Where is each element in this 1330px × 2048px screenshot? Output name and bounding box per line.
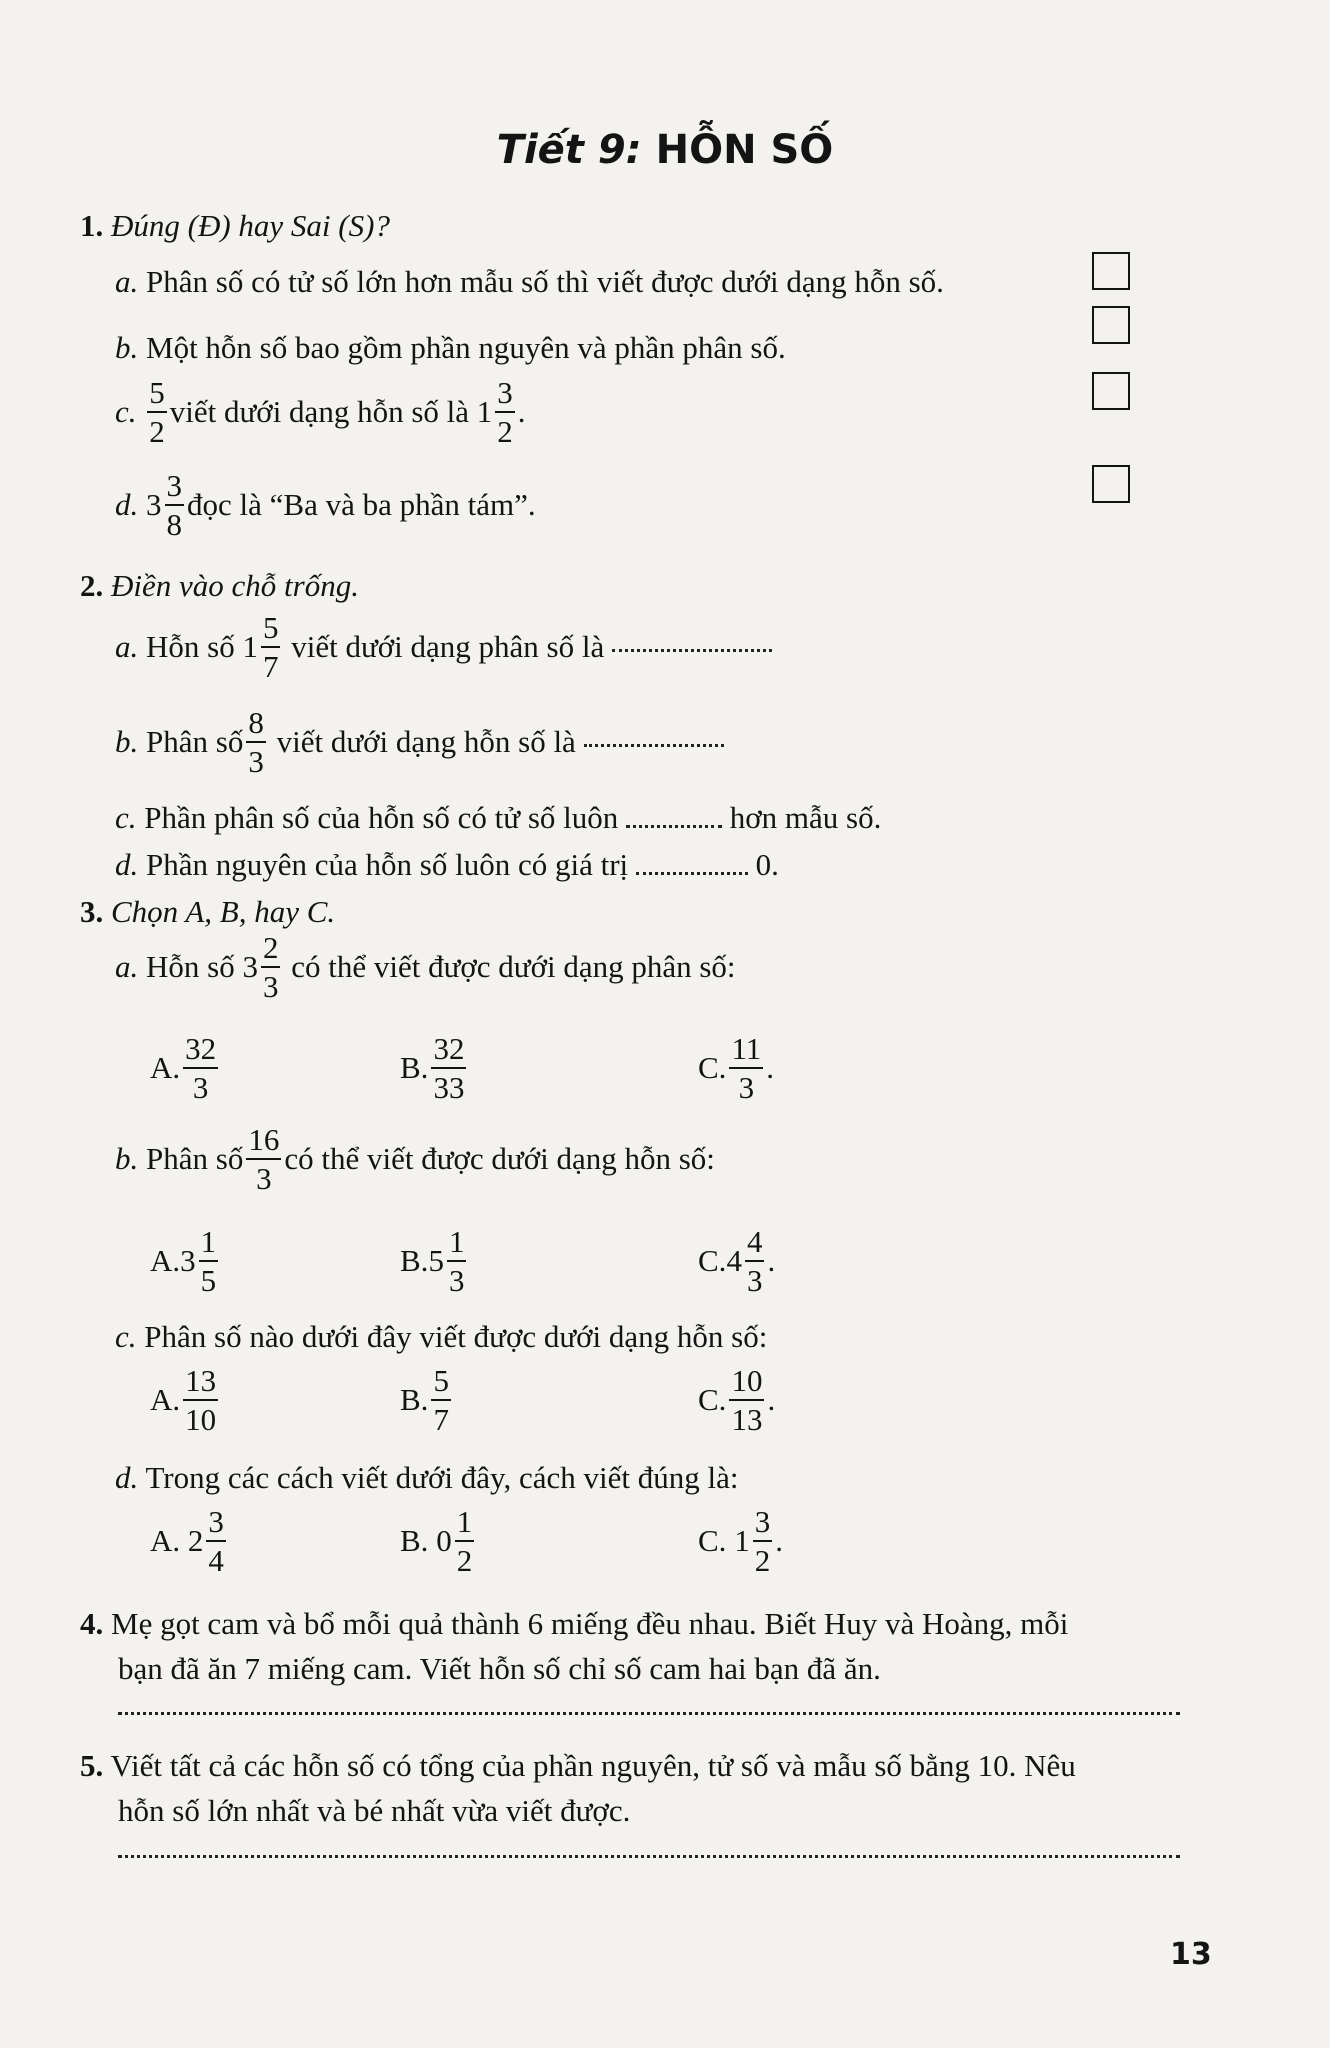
fraction: $\frac{1}{5}$ [200, 1224, 217, 1298]
q1-d-answer-box[interactable] [1092, 465, 1130, 503]
fraction: $\frac{5}{7}$ [433, 1363, 449, 1437]
q4-text-line1: 4. Mẹ gọt cam và bổ mỗi quả thành 6 miếng đều nhau. Biết Huy và Hoàng, mỗi [80, 1606, 1069, 1641]
q3-a-option-a[interactable]: A. $\frac{32}{3}$ [150, 1031, 217, 1105]
q2-b-answer-blank[interactable] [584, 738, 724, 747]
q4-text-line2: bạn đã ăn 7 miếng cam. Viết hỗn số chỉ số cam hai bạn đã ăn. [118, 1651, 881, 1686]
q3-d-option-b[interactable]: B. 0 $\frac{1}{2}$ [400, 1504, 473, 1578]
q5-answer-line[interactable] [118, 1855, 1180, 1858]
fraction: $\frac{3}{8}$ [166, 468, 182, 542]
q1-b-statement: b. Một hỗn số bao gồm phần nguyên và phần phân số. [115, 330, 786, 365]
q3-b-option-b[interactable]: B. 5 $\frac{1}{3}$ [400, 1224, 465, 1298]
q1-a-answer-box[interactable] [1092, 252, 1130, 290]
q2-c-answer-blank[interactable] [626, 819, 722, 828]
q2-a-answer-blank[interactable] [612, 643, 772, 652]
q5-text-line2: hỗn số lớn nhất và bé nhất vừa viết được. [118, 1793, 631, 1828]
q1-a-statement: a. Phân số có tử số lớn hơn mẫu số thì viết được dưới dạng hỗn số. [115, 264, 944, 299]
fraction: $\frac{3}{2}$ [497, 375, 513, 449]
q2-c-item: c. Phần phân số của hỗn số có tử số luôn hơn mẫu số. [115, 800, 882, 835]
fraction: $\frac{32}{3}$ [185, 1031, 217, 1105]
q2-heading: 2. Điền vào chỗ trống. [80, 568, 359, 603]
q3-d-option-c[interactable]: C. 1 $\frac{3}{2}$ . [698, 1504, 783, 1578]
q1-heading: 1. Đúng (Đ) hay Sai (S)? [80, 208, 390, 243]
fraction: $\frac{8}{3}$ [248, 705, 264, 779]
fraction: $\frac{3}{2}$ [754, 1504, 771, 1578]
q4-answer-line[interactable] [118, 1712, 1180, 1715]
fraction: $\frac{13}{10}$ [185, 1363, 217, 1437]
fraction: $\frac{16}{3}$ [248, 1122, 280, 1196]
q3-heading: 3. Chọn A, B, hay C. [80, 894, 336, 929]
q1-b-answer-box[interactable] [1092, 306, 1130, 344]
fraction: $\frac{1}{3}$ [448, 1224, 465, 1298]
q3-d-option-a[interactable]: A. 2 $\frac{3}{4}$ [150, 1504, 224, 1578]
page-title: Tiết 9: HỖN SỐ [496, 127, 834, 173]
fraction: $\frac{5}{2}$ [149, 375, 165, 449]
q2-d-item: d. Phần nguyên của hỗn số luôn có giá trị 0. [115, 847, 779, 882]
q3-c-option-b[interactable]: B. $\frac{5}{7}$ [400, 1363, 449, 1437]
fraction: $\frac{2}{3}$ [262, 930, 279, 1004]
q2-d-answer-blank[interactable] [636, 866, 748, 875]
q3-a-option-b[interactable]: B. $\frac{32}{33}$ [400, 1031, 465, 1105]
q3-b-option-c[interactable]: C. 4 $\frac{4}{3}$ . [698, 1224, 776, 1298]
q3-d-question: d. Trong các cách viết dưới đây, cách viết đúng là: [115, 1460, 739, 1495]
q3-b-question: b. Phân số $\frac{16}{3}$ có thể viết được dưới dạng hỗn số: [115, 1122, 715, 1196]
q3-c-option-c[interactable]: C. $\frac{10}{13}$ . [698, 1363, 776, 1437]
fraction: $\frac{32}{33}$ [433, 1031, 465, 1105]
fraction: $\frac{1}{2}$ [456, 1504, 473, 1578]
q1-c-statement: c. $\frac{5}{2}$ viết dưới dạng hỗn số là 1 $\frac{3}{2}$ . [115, 375, 526, 449]
fraction: $\frac{11}{3}$ [731, 1031, 762, 1105]
page-number: 13 [1170, 1937, 1212, 1972]
fraction: $\frac{10}{13}$ [731, 1363, 763, 1437]
q3-a-option-c[interactable]: C. $\frac{11}{3}$ . [698, 1031, 775, 1105]
q5-text-line1: 5. Viết tất cả các hỗn số có tổng của phần nguyên, tử số và mẫu số bằng 10. Nêu [80, 1748, 1076, 1783]
q2-a-item: a. Hỗn số 1 $\frac{5}{7}$ viết dưới dạng phân số là [115, 612, 772, 682]
q2-b-item: b. Phân số $\frac{8}{3}$ viết dưới dạng hỗn số là [115, 707, 724, 777]
fraction: $\frac{4}{3}$ [746, 1224, 763, 1298]
q1-c-answer-box[interactable] [1092, 372, 1130, 410]
q3-b-option-a[interactable]: A. 3 $\frac{1}{5}$ [150, 1224, 217, 1298]
q3-c-question: c. Phân số nào dưới đây viết được dưới dạng hỗn số: [115, 1319, 768, 1354]
fraction: $\frac{5}{7}$ [262, 610, 279, 684]
q3-c-option-a[interactable]: A. $\frac{13}{10}$ [150, 1363, 217, 1437]
fraction: $\frac{3}{4}$ [208, 1504, 224, 1578]
q1-d-statement: d. 3 $\frac{3}{8}$ đọc là “Ba và ba phần tám”. [115, 468, 536, 542]
q3-a-question: a. Hỗn số 3 $\frac{2}{3}$ có thể viết được dưới dạng phân số: [115, 930, 736, 1004]
